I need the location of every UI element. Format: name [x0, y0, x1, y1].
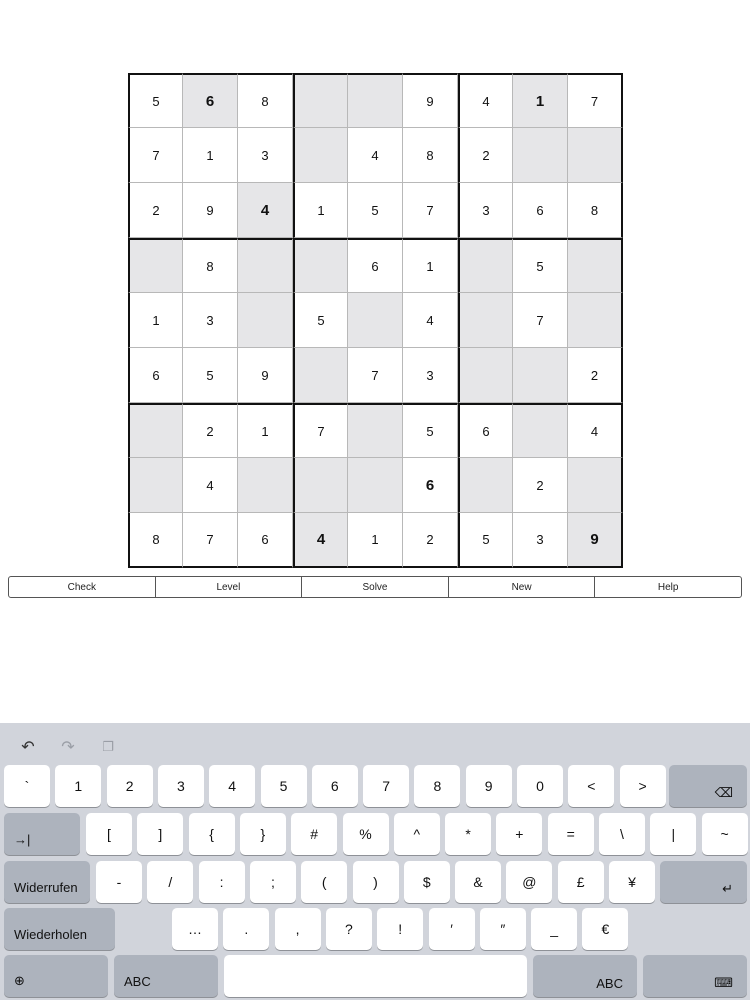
key-row2-7[interactable]: * — [445, 813, 491, 855]
sudoku-cell-r6c7[interactable] — [458, 348, 513, 403]
sudoku-cell-r2c8[interactable] — [513, 128, 568, 183]
sudoku-cell-r7c4[interactable]: 7 — [293, 403, 348, 458]
sudoku-cell-r9c1[interactable]: 8 — [128, 513, 183, 568]
sudoku-cell-r4c4[interactable] — [293, 238, 348, 293]
sudoku-cell-r7c2[interactable]: 2 — [183, 403, 238, 458]
sudoku-cell-r4c9[interactable] — [568, 238, 623, 293]
key-row3-3[interactable]: ; — [250, 861, 296, 903]
key-row4-7[interactable]: _ — [531, 908, 577, 950]
key-2[interactable]: 2 — [107, 765, 153, 807]
new-button[interactable]: New — [449, 577, 596, 597]
sudoku-cell-r2c9[interactable] — [568, 128, 623, 183]
key-8[interactable]: 8 — [414, 765, 460, 807]
sudoku-cell-r5c4[interactable]: 5 — [293, 293, 348, 348]
widerrufen-key[interactable]: Widerrufen — [4, 861, 90, 903]
key-row3-2[interactable]: : — [199, 861, 245, 903]
key-6[interactable]: 6 — [312, 765, 358, 807]
key-row2-11[interactable]: | — [650, 813, 696, 855]
sudoku-cell-r9c6[interactable]: 2 — [403, 513, 458, 568]
key-row4-2[interactable]: , — [275, 908, 321, 950]
sudoku-cell-r5c3[interactable] — [238, 293, 293, 348]
key-11[interactable]: < — [568, 765, 614, 807]
sudoku-cell-r4c3[interactable] — [238, 238, 293, 293]
sudoku-cell-r2c5[interactable]: 4 — [348, 128, 403, 183]
sudoku-cell-r7c3[interactable]: 1 — [238, 403, 293, 458]
sudoku-cell-r9c2[interactable]: 7 — [183, 513, 238, 568]
sudoku-cell-r7c7[interactable]: 6 — [458, 403, 513, 458]
sudoku-cell-r3c3[interactable]: 4 — [238, 183, 293, 238]
key-row3-4[interactable]: ( — [301, 861, 347, 903]
sudoku-cell-r6c2[interactable]: 5 — [183, 348, 238, 403]
sudoku-cell-r3c9[interactable]: 8 — [568, 183, 623, 238]
sudoku-cell-r8c7[interactable] — [458, 458, 513, 513]
redo-icon[interactable]: ↷ — [61, 739, 75, 756]
key-10[interactable]: 0 — [517, 765, 563, 807]
sudoku-cell-r2c7[interactable]: 2 — [458, 128, 513, 183]
sudoku-cell-r8c4[interactable] — [293, 458, 348, 513]
sudoku-cell-r7c5[interactable] — [348, 403, 403, 458]
sudoku-cell-r8c3[interactable] — [238, 458, 293, 513]
game-toolbar — [8, 576, 742, 598]
sudoku-cell-r6c1[interactable]: 6 — [128, 348, 183, 403]
hide-keyboard-key[interactable]: ⌨ — [643, 955, 747, 997]
sudoku-cell-r4c8[interactable]: 5 — [513, 238, 568, 293]
sudoku-cell-r7c9[interactable]: 4 — [568, 403, 623, 458]
sudoku-cell-r5c2[interactable]: 3 — [183, 293, 238, 348]
sudoku-cell-r5c9[interactable] — [568, 293, 623, 348]
sudoku-cell-r3c6[interactable]: 7 — [403, 183, 458, 238]
sudoku-cell-r9c4[interactable]: 4 — [293, 513, 348, 568]
sudoku-cell-r8c1[interactable] — [128, 458, 183, 513]
sudoku-cell-r5c6[interactable]: 4 — [403, 293, 458, 348]
key-row4-5[interactable]: ′ — [429, 908, 475, 950]
sudoku-cell-r1c1[interactable]: 5 — [128, 73, 183, 128]
sudoku-cell-r2c2[interactable]: 1 — [183, 128, 238, 183]
key-row3-7[interactable]: & — [455, 861, 501, 903]
sudoku-cell-r5c7[interactable] — [458, 293, 513, 348]
sudoku-cell-r8c9[interactable] — [568, 458, 623, 513]
sudoku-cell-r1c3[interactable]: 8 — [238, 73, 293, 128]
tab-key[interactable]: →| — [4, 813, 80, 855]
help-button[interactable]: Help — [657, 581, 679, 593]
sudoku-cell-r3c4[interactable]: 1 — [293, 183, 348, 238]
sudoku-cell-r3c1[interactable]: 2 — [128, 183, 183, 238]
key-row2-10[interactable]: \ — [599, 813, 645, 855]
sudoku-cell-r8c8[interactable]: 2 — [513, 458, 568, 513]
key-7[interactable]: 7 — [363, 765, 409, 807]
abc-right-key[interactable]: ABC — [533, 955, 637, 997]
key-row4-3[interactable]: ? — [326, 908, 372, 950]
key-row2-5[interactable]: % — [343, 813, 389, 855]
space-key[interactable] — [224, 955, 527, 997]
sudoku-cell-r2c6[interactable]: 8 — [403, 128, 458, 183]
sudoku-cell-r4c2[interactable]: 8 — [183, 238, 238, 293]
sudoku-cell-r6c6[interactable]: 3 — [403, 348, 458, 403]
key-row2-1[interactable]: ] — [137, 813, 183, 855]
key-5[interactable]: 5 — [261, 765, 307, 807]
sudoku-cell-r9c8[interactable]: 3 — [513, 513, 568, 568]
sudoku-cell-r9c7[interactable]: 5 — [458, 513, 513, 568]
sudoku-cell-r5c5[interactable] — [348, 293, 403, 348]
key-row3-5[interactable]: ) — [353, 861, 399, 903]
sudoku-cell-r3c2[interactable]: 9 — [183, 183, 238, 238]
sudoku-cell-r5c1[interactable]: 1 — [128, 293, 183, 348]
sudoku-cell-r8c5[interactable] — [348, 458, 403, 513]
sudoku-cell-r4c7[interactable] — [458, 238, 513, 293]
key-row2-8[interactable]: + — [496, 813, 542, 855]
sudoku-cell-r3c8[interactable]: 6 — [513, 183, 568, 238]
sudoku-cell-r5c8[interactable]: 7 — [513, 293, 568, 348]
sudoku-cell-r1c4[interactable] — [293, 73, 348, 128]
sudoku-cell-r6c8[interactable] — [513, 348, 568, 403]
key-row2-3[interactable]: } — [240, 813, 286, 855]
onscreen-keyboard — [0, 723, 750, 1000]
sudoku-cell-r1c7[interactable]: 4 — [458, 73, 513, 128]
key-3[interactable]: 3 — [158, 765, 204, 807]
key-row2-12[interactable]: ~ — [702, 813, 748, 855]
key-row4-8[interactable]: € — [582, 908, 628, 950]
paste-icon[interactable]: ❐ — [102, 739, 114, 754]
sudoku-cell-r7c6[interactable]: 5 — [403, 403, 458, 458]
sudoku-cell-r6c9[interactable]: 2 — [568, 348, 623, 403]
key-9[interactable]: 9 — [466, 765, 512, 807]
check-button[interactable]: Check — [9, 577, 156, 597]
return-key[interactable]: ↵ — [660, 861, 747, 903]
key-1[interactable]: 1 — [55, 765, 101, 807]
sudoku-cell-r6c3[interactable]: 9 — [238, 348, 293, 403]
sudoku-cell-r1c5[interactable] — [348, 73, 403, 128]
key-row4-6[interactable]: ″ — [480, 908, 526, 950]
key-row2-9[interactable]: = — [548, 813, 594, 855]
key-row4-4[interactable]: ! — [377, 908, 423, 950]
sudoku-cell-r6c4[interactable] — [293, 348, 348, 403]
sudoku-cell-r4c5[interactable]: 6 — [348, 238, 403, 293]
key-row3-1[interactable]: / — [147, 861, 193, 903]
key-12[interactable]: > — [620, 765, 666, 807]
sudoku-cell-r9c3[interactable]: 6 — [238, 513, 293, 568]
undo-icon[interactable]: ↶ — [21, 739, 35, 756]
abc-left-key[interactable]: ABC — [114, 955, 218, 997]
sudoku-cell-r9c5[interactable]: 1 — [348, 513, 403, 568]
key-row3-9[interactable]: £ — [558, 861, 604, 903]
sudoku-board — [128, 73, 623, 568]
key-row4-1[interactable]: . — [223, 908, 269, 950]
key-row3-10[interactable]: ¥ — [609, 861, 655, 903]
sudoku-cell-r3c5[interactable]: 5 — [348, 183, 403, 238]
wiederholen-key[interactable]: Wiederholen — [4, 908, 115, 950]
sudoku-cell-r6c5[interactable]: 7 — [348, 348, 403, 403]
key-row2-0[interactable]: [ — [86, 813, 132, 855]
key-row3-6[interactable]: $ — [404, 861, 450, 903]
globe-key[interactable]: ⊕ — [4, 955, 108, 997]
key-row4-0[interactable]: … — [172, 908, 218, 950]
level-button[interactable]: Level — [156, 577, 303, 597]
key-row3-8[interactable]: @ — [506, 861, 552, 903]
sudoku-cell-r1c9[interactable]: 7 — [568, 73, 623, 128]
sudoku-cell-r7c8[interactable] — [513, 403, 568, 458]
sudoku-cell-r3c7[interactable]: 3 — [458, 183, 513, 238]
sudoku-cell-r1c6[interactable]: 9 — [403, 73, 458, 128]
backspace-key[interactable]: ⌫ — [669, 765, 747, 807]
key-4[interactable]: 4 — [209, 765, 255, 807]
solve-button[interactable]: Solve — [302, 577, 449, 597]
key-row2-2[interactable]: { — [189, 813, 235, 855]
sudoku-cell-r4c1[interactable] — [128, 238, 183, 293]
sudoku-cell-r4c6[interactable]: 1 — [403, 238, 458, 293]
key-row2-4[interactable]: # — [291, 813, 337, 855]
sudoku-cell-r8c6[interactable]: 6 — [403, 458, 458, 513]
key-row3-0[interactable]: - — [96, 861, 142, 903]
key-0[interactable]: ` — [4, 765, 50, 807]
sudoku-cell-r1c8[interactable]: 1 — [513, 73, 568, 128]
sudoku-cell-r2c3[interactable]: 3 — [238, 128, 293, 183]
sudoku-cell-r7c1[interactable] — [128, 403, 183, 458]
sudoku-cell-r1c2[interactable]: 6 — [183, 73, 238, 128]
sudoku-cell-r8c2[interactable]: 4 — [183, 458, 238, 513]
key-row2-6[interactable]: ^ — [394, 813, 440, 855]
sudoku-cell-r2c1[interactable]: 7 — [128, 128, 183, 183]
sudoku-cell-r2c4[interactable] — [293, 128, 348, 183]
sudoku-cell-r9c9[interactable]: 9 — [568, 513, 623, 568]
